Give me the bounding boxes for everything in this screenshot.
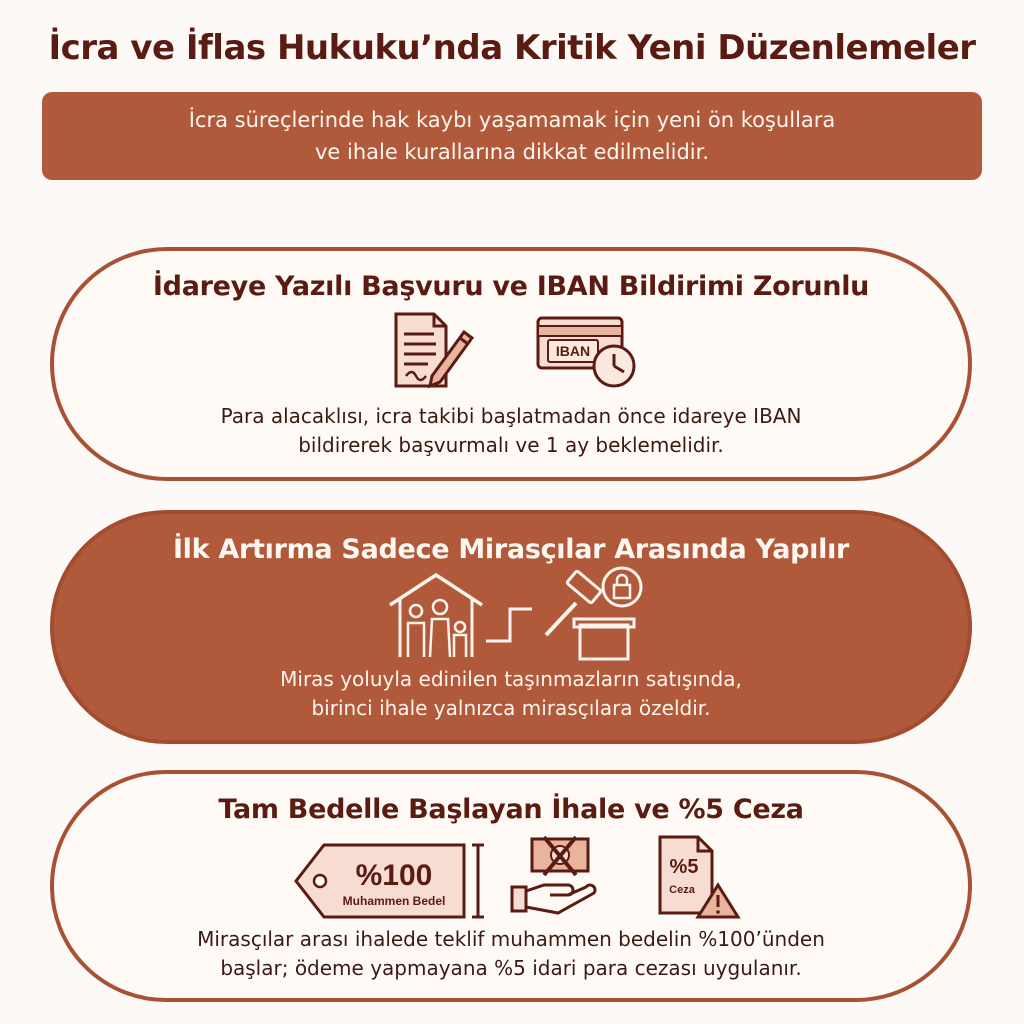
family-house-icon [386, 571, 486, 663]
iban-label: IBAN [555, 343, 591, 359]
subtitle-banner [42, 92, 982, 180]
card-description [54, 665, 968, 723]
card-penalty [50, 770, 972, 1002]
card-description [54, 402, 968, 460]
price-tag-icon [292, 839, 492, 923]
desc-line: başlar; ödeme yapmayana %5 idari para cezası uygulanır. [220, 956, 802, 980]
card-title: İdareye Yazılı Başvuru ve IBAN Bildirimi Zorunlu [152, 271, 870, 302]
card-title: İlk Artırma Sadece Mirasçılar Arasında Yapılır [172, 534, 850, 565]
document-pen-icon [390, 310, 480, 394]
tag-value: %100 [355, 859, 433, 892]
tag-label: Muhammen Bedel [342, 894, 446, 908]
card-icons [54, 565, 968, 665]
subtitle-line: ve ihale kurallarına dikkat edilmelidir. [314, 140, 710, 164]
page-title: İcra ve İflas Hukuku’nda Kritik Yeni Düzenlemeler [48, 28, 976, 68]
penalty-label: Ceza [669, 884, 695, 896]
desc-line: bildirerek başvurmalı ve 1 ay beklemelidir. [298, 433, 724, 457]
iban-card-clock-icon [534, 314, 644, 394]
card-icons [54, 825, 968, 925]
desc-line: birinci ihale yalnızca mirasçılara özeldir. [311, 696, 711, 720]
desc-line: Para alacaklısı, icra takibi başlatmadan önce idareye IBAN [220, 404, 802, 428]
penalty-value: %5 [669, 856, 699, 878]
cash-hand-crossed-icon [508, 835, 608, 923]
desc-line: Mirasçılar arası ihalede teklif muhammen bedelin %100’ünden [197, 927, 825, 951]
desc-line: Miras yoluyla edinilen taşınmazların satışında, [280, 667, 742, 691]
card-heirs-auction [50, 510, 972, 744]
lock-icon [600, 565, 644, 609]
card-icons [54, 302, 968, 402]
card-description [54, 925, 968, 983]
card-iban-requirement [50, 247, 972, 481]
connector-line [484, 605, 534, 645]
card-title: Tam Bedelle Başlayan İhale ve %5 Ceza [218, 794, 804, 825]
penalty-document-warning-icon [656, 833, 746, 923]
subtitle-line: İcra süreçlerinde hak kaybı yaşamamak için yeni ön koşullara [188, 108, 836, 132]
